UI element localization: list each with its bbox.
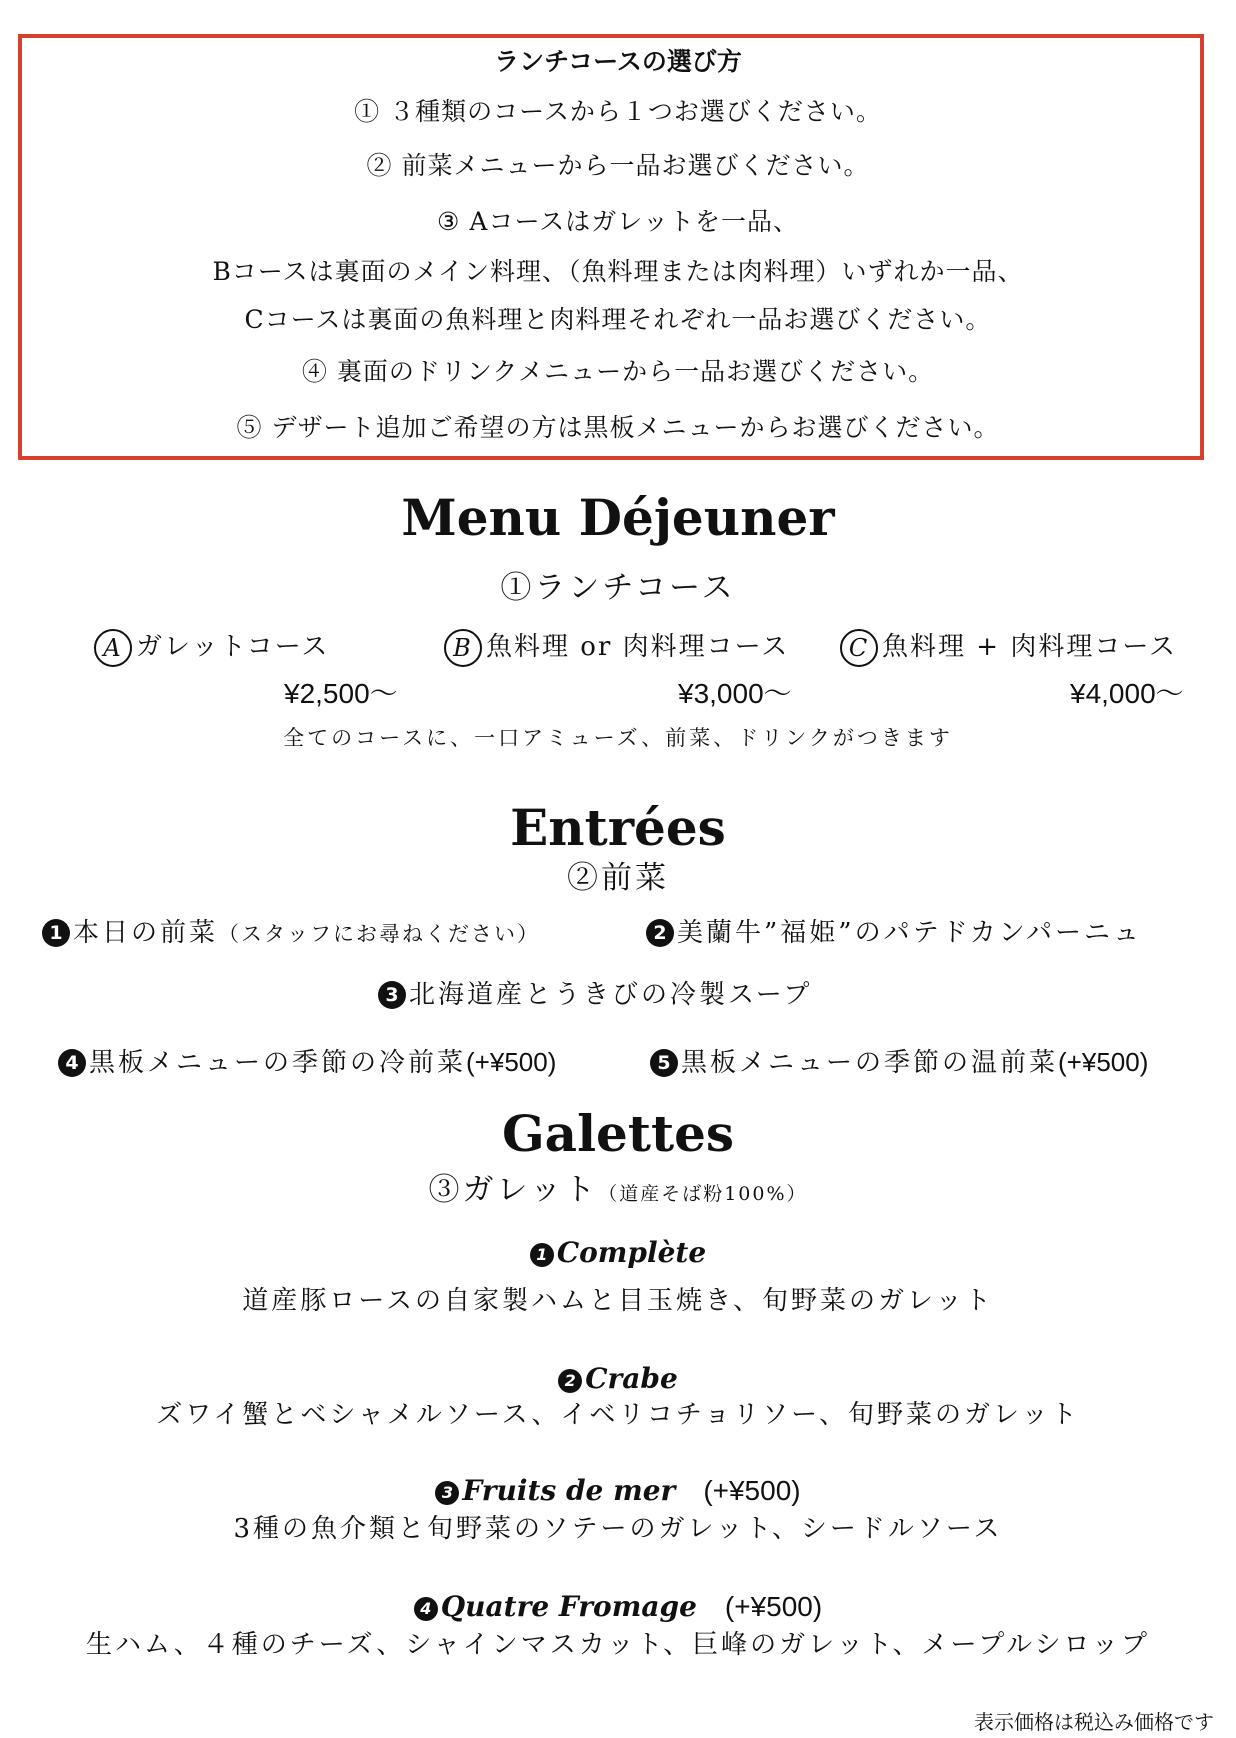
galette-number: 1 — [530, 1243, 554, 1267]
galettes-title: Galettes — [501, 1104, 735, 1163]
galette-2-desc: ズワイ蟹とベシャメルソース、イベリコチョリソー、旬野菜のガレット — [156, 1400, 1080, 1430]
galette-3-desc: 3種の魚介類と旬野菜のソテーのガレット、シードルソース — [233, 1514, 1003, 1544]
lunch-title: Menu Déjeuner — [401, 488, 835, 547]
course-c-letter: C — [840, 629, 878, 667]
howto-line-1: ① ３種類のコースから１つお選びください。 — [354, 97, 882, 126]
entree-name: 黒板メニューの季節の冷前菜 — [89, 1048, 467, 1078]
entree-item-2 — [646, 912, 1142, 949]
lunch-subtitle: ①ランチコース — [500, 570, 736, 606]
course-a-price: ¥2,500〜 — [284, 678, 398, 709]
entree-item-1 — [42, 912, 540, 949]
course-b-letter: B — [444, 629, 482, 667]
course-c-price: ¥4,000〜 — [1070, 678, 1184, 709]
howto-line-5: Cコースは裏面の魚料理と肉料理それぞれ一品お選びください。 — [244, 305, 992, 334]
galette-name: Fruits de mer — [462, 1474, 676, 1507]
galette-3-title — [0, 1474, 1236, 1507]
course-a — [94, 626, 329, 667]
entree-name: 美蘭牛”福姫”のパテドカンパーニュ — [677, 918, 1142, 948]
galette-number: 2 — [558, 1369, 582, 1393]
course-b-price: ¥3,000〜 — [678, 678, 792, 709]
course-a-name: ガレットコース — [136, 632, 330, 662]
entree-item-4 — [58, 1042, 556, 1079]
howto-line-2: ② 前菜メニューから一品お選びください。 — [366, 151, 870, 180]
tax-note: 表示価格は税込み価格です — [974, 1710, 1214, 1734]
course-b — [444, 626, 789, 667]
course-a-letter: A — [94, 629, 132, 667]
course-b-name: 魚料理 or 肉料理コース — [486, 632, 790, 662]
entree-number: 2 — [646, 919, 674, 947]
galette-extra: (+¥500) — [703, 1475, 801, 1506]
howto-line-6: ④ 裏面のドリンクメニューから一品お選びください。 — [301, 357, 935, 386]
galette-1-desc: 道産豚ロースの自家製ハムと目玉焼き、旬野菜のガレット — [242, 1286, 994, 1316]
galette-extra: (+¥500) — [724, 1591, 823, 1622]
galettes-subtitle-row — [0, 1164, 1236, 1209]
entree-number: 1 — [42, 919, 70, 947]
course-note: 全てのコースに、一口アミューズ、前菜、ドリンクがつきます — [283, 726, 953, 750]
galette-1-title — [0, 1236, 1236, 1269]
entree-name: 北海道産とうきびの冷製スープ — [409, 980, 813, 1010]
galettes-subtitle-note: （道産そば粉100%） — [598, 1183, 808, 1205]
entree-name: 黒板メニューの季節の温前菜 — [681, 1048, 1059, 1078]
galette-name: Quatre Fromage — [440, 1590, 697, 1623]
galette-2-title — [0, 1362, 1236, 1395]
entree-extra: (+¥500) — [1058, 1047, 1149, 1077]
entree-item-3 — [378, 974, 812, 1011]
galette-name: Crabe — [585, 1362, 678, 1395]
entree-item-5 — [650, 1042, 1148, 1079]
howto-title: ランチコースの選び方 — [494, 47, 742, 76]
galette-4-title — [0, 1590, 1236, 1623]
howto-line-3: ③ Aコースはガレットを一品、 — [437, 207, 799, 236]
galettes-subtitle: ③ガレット — [428, 1172, 599, 1208]
entree-extra: (+¥500) — [466, 1047, 557, 1077]
entree-number: 3 — [378, 981, 406, 1009]
entree-name: 本日の前菜 — [73, 918, 219, 948]
entrees-subtitle: ②前菜 — [567, 860, 669, 896]
entree-number: 5 — [650, 1049, 678, 1077]
course-c-name: 魚料理 + 肉料理コース — [882, 632, 1178, 662]
course-c — [840, 626, 1177, 667]
entree-number: 4 — [58, 1049, 86, 1077]
howto-line-7: ⑤ デザート追加ご希望の方は黒板メニューからお選びください。 — [236, 413, 1000, 442]
entrees-title: Entrées — [510, 798, 726, 857]
galette-number: 3 — [435, 1481, 459, 1505]
howto-line-4: Bコースは裏面のメイン料理、（魚料理または肉料理）いずれか一品、 — [212, 257, 1024, 286]
galette-number: 4 — [414, 1597, 438, 1621]
galette-name: Complète — [556, 1236, 707, 1269]
entree-note: （スタッフにお尋ねください） — [218, 922, 541, 946]
galette-4-desc: 生ハム、４種のチーズ、シャインマスカット、巨峰のガレット、メープルシロップ — [85, 1630, 1151, 1660]
